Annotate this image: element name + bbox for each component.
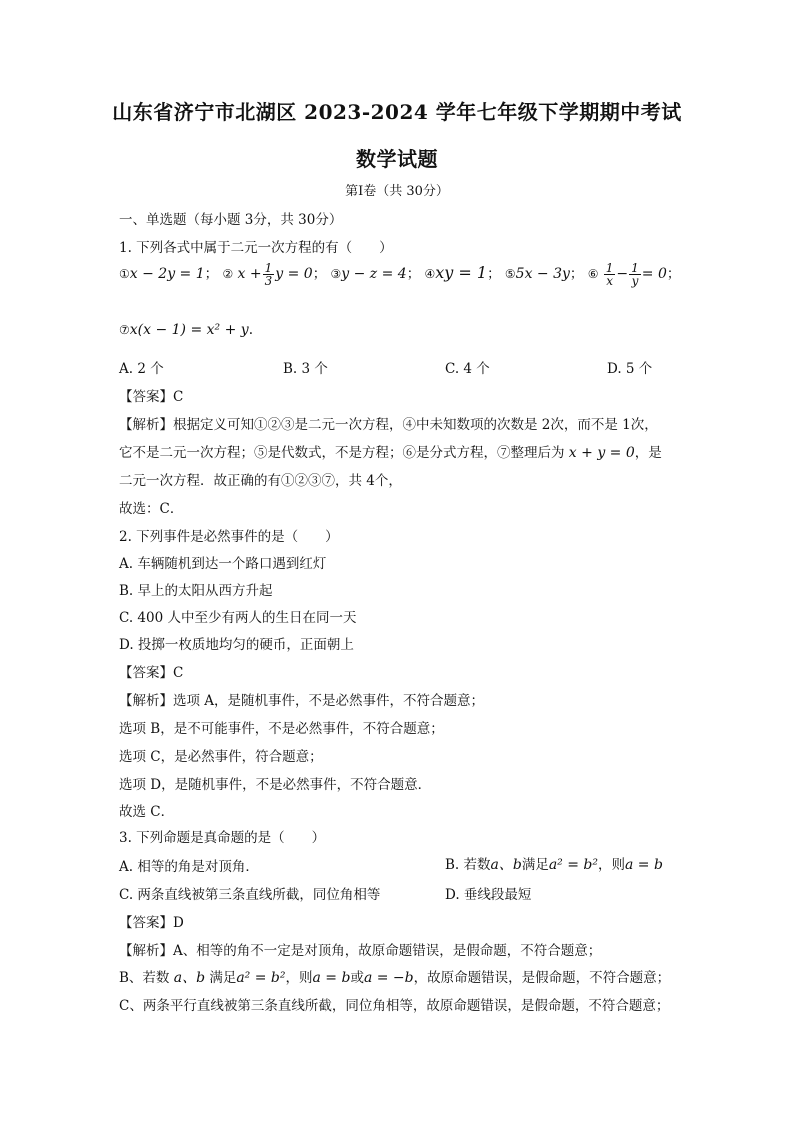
q3-analysis2-post: ，故原命题错误，是假命题，不符合题意；: [413, 970, 671, 986]
q3-option-b-math3: a = b: [625, 857, 663, 873]
frac-num: 1: [631, 261, 639, 275]
separator: ；: [312, 266, 327, 282]
q1-analysis-line1: 【解析】根据定义可知①②③是二元一次方程，④中未知数项的次数是 2次，而不是 1次，: [119, 417, 658, 433]
q2-option-d: D. 投掷一枚质地均匀的硬币，正面朝上: [119, 637, 354, 653]
q2-analysis-line3: 选项 C，是必然事件，符合题意；: [119, 749, 323, 765]
document-subtitle: 数学试题: [356, 147, 438, 171]
q3-option-b-mid: 满足: [521, 857, 549, 873]
q1-expr-4: xy = 1: [435, 263, 488, 282]
q3-analysis2-or: 或: [350, 970, 364, 986]
q1-expr-5: 5x − 3y: [515, 266, 570, 282]
separator: ；: [406, 266, 421, 282]
q3-option-b: [445, 853, 663, 874]
document-title: 山东省济宁市北湖区 2023-2024 学年七年级下学期期中考试: [112, 100, 682, 124]
q1-option-a: A. 2 个: [119, 361, 164, 377]
q2-option-c: C. 400 人中至少有两人的生日在同一天: [119, 610, 357, 626]
q2-stem: 2. 下列事件是必然事件的是（ ）: [119, 529, 339, 545]
q1-expr-3: y − z = 4: [341, 266, 407, 282]
q1-expr-end: .: [248, 322, 253, 338]
q1-label-2: ②: [222, 267, 234, 281]
q3-analysis2-math3: a = b: [312, 970, 351, 986]
q3-option-c: C. 两条直线被第三条直线所截，同位角相等: [119, 887, 381, 903]
separator: ；: [569, 266, 584, 282]
q1-label-6: ⑥: [587, 267, 599, 281]
q2-choose: 故选 C．: [119, 804, 175, 820]
separator: ；: [487, 266, 501, 282]
frac-den: y: [631, 274, 639, 288]
q3-option-a: A. 相等的角是对顶角．: [119, 859, 259, 875]
q3-option-b-pre: B. 若数: [445, 857, 491, 873]
q3-analysis-line2: [119, 966, 670, 987]
separator: ；: [666, 266, 681, 282]
q3-analysis-line3: C、两条平行直线被第三条直线所截，同位角相等，故原命题错误，是假命题，不符合题意；: [119, 998, 670, 1014]
q1-choose: 故选：C．: [119, 501, 184, 517]
q1-expressions-row: [119, 262, 680, 312]
q1-label-7: ⑦: [119, 323, 130, 337]
q3-analysis-line1: 【解析】A、相等的角不一定是对顶角，故原命题错误，是假命题，不符合题意；: [119, 943, 602, 959]
q3-analysis2-pre: B、若数: [119, 970, 174, 986]
q3-answer: 【答案】D: [119, 915, 184, 931]
q2-analysis-line2: 选项 B，是不可能事件，不是必然事件，不符合题意；: [119, 721, 444, 737]
q1-expr-7: x(x − 1) = x² + y: [129, 322, 249, 338]
q1-expr-6-frac2: [629, 262, 641, 287]
q1-option-d: D. 5 个: [607, 361, 653, 377]
volume-label: 第Ⅰ卷（共 30分）: [345, 184, 449, 199]
q1-analysis-line2-tail: ，是: [634, 445, 662, 461]
q1-analysis-line2-text: 它不是二元一次方程；⑤是代数式，不是方程；⑥是分式方程，⑦整理后为: [119, 445, 569, 461]
q1-analysis-line3: 二元一次方程．故正确的有①②③⑦，共 4个，: [119, 473, 402, 489]
q3-analysis2-math4: a = −b: [363, 970, 414, 986]
q1-stem: 1. 下列各式中属于二元一次方程的有（ ）: [119, 240, 393, 256]
q2-option-a: A. 车辆随机到达一个路口遇到红灯: [119, 556, 327, 572]
q3-option-b-mid2: ，则: [598, 857, 625, 873]
q3-option-b-math1: a、b: [490, 857, 522, 873]
q3-analysis2-mid2: ，则: [285, 970, 313, 986]
q3-analysis2-math1: a、b: [173, 970, 206, 986]
q1-expr-2-frac: [263, 262, 275, 287]
q3-option-b-math2: a² = b²: [548, 857, 598, 873]
q1-expr-2b: y = 0: [275, 266, 313, 282]
q1-label-3: ③: [330, 267, 342, 281]
q1-expr-6-eq: = 0: [641, 266, 667, 282]
q2-analysis-line4: 选项 D，是随机事件，不是必然事件，不符合题意．: [119, 777, 432, 793]
q1-expr-6-frac1: [604, 262, 616, 287]
q1-analysis-line2: [119, 441, 662, 461]
q3-option-d: D. 垂线段最短: [445, 887, 532, 903]
frac-den: x: [606, 274, 613, 288]
q1-analysis-line2-math: x + y = 0: [568, 445, 635, 461]
q3-stem: 3. 下列命题是真命题的是（ ）: [119, 830, 326, 846]
q3-analysis2-math2: a² = b²: [236, 970, 286, 986]
separator: ；: [204, 266, 219, 282]
q1-expr-1: x − 2y = 1: [129, 266, 205, 282]
q1-answer: 【答案】C: [119, 389, 184, 405]
q1-expr-6-minus: −: [616, 266, 629, 282]
frac-den: 3: [264, 274, 273, 288]
frac-num: 1: [605, 261, 614, 275]
q1-option-b: B. 3 个: [283, 361, 328, 377]
section-heading: 一、单选题（每小题 3分，共 30分）: [119, 212, 343, 228]
q1-label-1: ①: [119, 267, 130, 281]
frac-num: 1: [264, 261, 273, 275]
q2-analysis-line1: 【解析】选项 A，是随机事件，不是必然事件，不符合题意；: [119, 693, 485, 709]
q1-option-c: C. 4 个: [445, 361, 490, 377]
q3-analysis2-mid: 满足: [205, 970, 237, 986]
q2-option-b: B. 早上的太阳从西方升起: [119, 583, 273, 599]
q1-label-4: ④: [424, 267, 436, 281]
q1-expressions-row2: [119, 322, 253, 338]
q2-answer: 【答案】C: [119, 665, 184, 681]
q1-label-5: ⑤: [504, 267, 516, 281]
q1-expr-2a: x +: [237, 266, 262, 282]
